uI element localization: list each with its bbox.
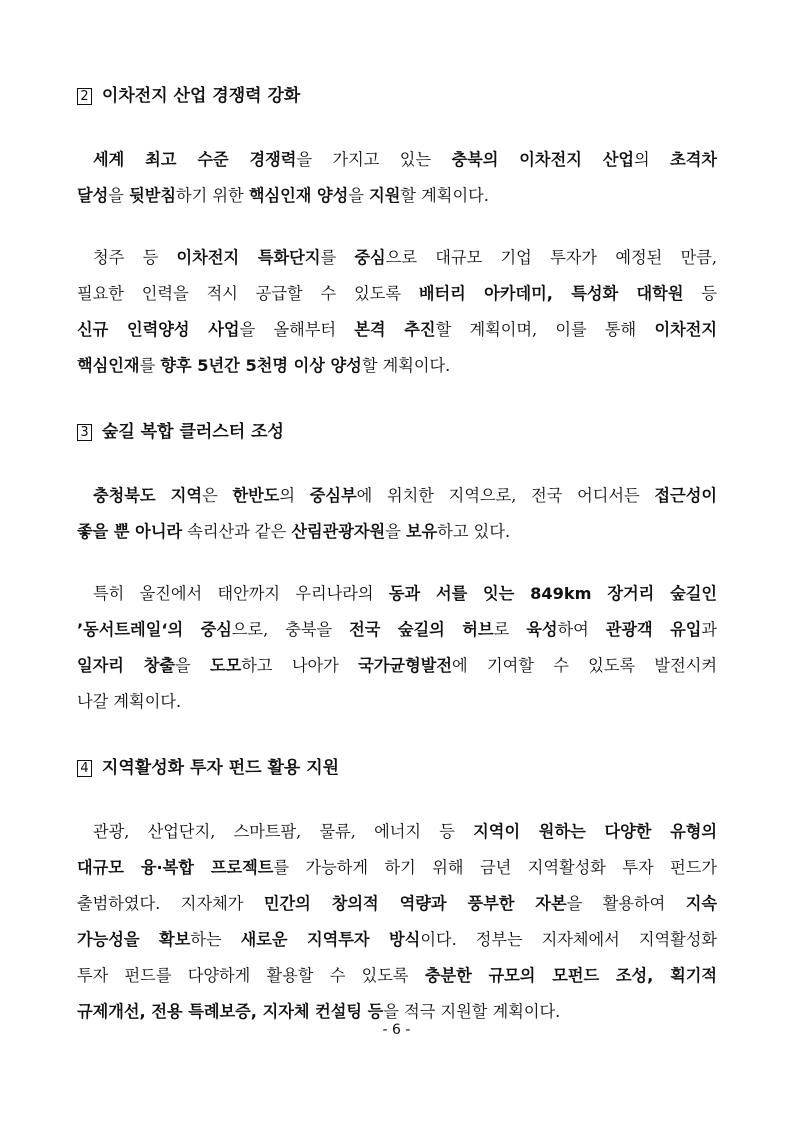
paragraph-line xyxy=(77,966,717,1002)
bold-text: 뒷받침 xyxy=(129,186,176,205)
section-number-box: 3 xyxy=(77,424,92,441)
paragraph-line xyxy=(77,284,717,320)
bold-text: 중심 xyxy=(354,248,386,267)
bold-text: 세계 최고 수준 경쟁력 xyxy=(93,150,297,169)
text: 등 xyxy=(683,284,717,303)
section-2-paragraph-1 xyxy=(77,150,717,222)
section-title: 지역활성화 투자 펀드 활용 지원 xyxy=(101,758,340,778)
text: 을 xyxy=(348,186,370,205)
text: 를 xyxy=(139,356,161,375)
text: 의 xyxy=(279,486,310,505)
text: 은 xyxy=(202,486,233,505)
paragraph-line xyxy=(77,858,717,894)
text: 을 적극 지원할 계획이다. xyxy=(383,1002,561,1021)
bold-text: 이차전지 xyxy=(654,320,717,339)
text: 할 계획이다. xyxy=(361,356,451,375)
section-3-paragraph-1 xyxy=(77,486,717,558)
bold-text: 관광객 유입 xyxy=(605,620,702,639)
paragraph-line xyxy=(77,584,717,620)
text: 하고 나아가 xyxy=(241,656,359,675)
bold-text: 핵심인재 xyxy=(77,356,140,375)
bold-text: 초격차 xyxy=(670,150,717,169)
bold-text: 향후 5년간 5천명 이상 양성 xyxy=(160,356,362,375)
bold-text: 충청북도 지역 xyxy=(93,486,203,505)
text: 하고 있다. xyxy=(437,522,511,541)
text: 의 xyxy=(634,150,671,169)
section-number-box: 4 xyxy=(77,760,92,777)
bold-text: 배터리 아카데미, 특성화 대학원 xyxy=(418,284,684,303)
paragraph-line xyxy=(77,186,717,222)
text: 하는 xyxy=(190,930,241,949)
paragraph-line xyxy=(77,522,717,558)
text: 나갈 계획이다. xyxy=(77,692,182,711)
section-4-paragraph-1 xyxy=(77,822,717,1038)
paragraph-line xyxy=(77,692,717,728)
paragraph-line xyxy=(77,248,717,284)
bold-text: 지속 xyxy=(685,894,717,913)
text: 하여 xyxy=(557,620,606,639)
bold-text: 접근성이 xyxy=(654,486,717,505)
bold-text: 지원 xyxy=(369,186,401,205)
text: 투자 펀드를 다양하게 활용할 수 있도록 xyxy=(77,966,425,985)
text: 으로, 충북을 xyxy=(231,620,350,639)
text: 를 xyxy=(320,248,355,267)
text: 으로 대규모 기업 투자가 예정된 만큼, xyxy=(385,248,717,267)
section-heading-3 xyxy=(77,422,284,442)
text: 을 xyxy=(108,186,130,205)
bold-text: 전국 숲길의 허브 xyxy=(349,620,494,639)
bold-text: 국가균형발전 xyxy=(358,656,452,675)
bold-text: 민간의 창의적 역량과 풍부한 자본 xyxy=(263,894,567,913)
paragraph-line xyxy=(77,356,717,392)
paragraph-line xyxy=(77,150,717,186)
text: 관광, 산업단지, 스마트팜, 물류, 에너지 등 xyxy=(93,822,474,841)
bold-text: ’동서트레일‘의 중심 xyxy=(77,620,232,639)
text: 을 올해부터 xyxy=(239,320,355,339)
text: 청주 등 xyxy=(93,248,177,267)
text: 이다. 정부는 지자체에서 지역활성화 xyxy=(420,930,718,949)
text: 을 활용하여 xyxy=(566,894,686,913)
bold-text: 달성 xyxy=(77,186,109,205)
bold-text: 육성 xyxy=(526,620,558,639)
text: 을 xyxy=(385,522,406,541)
section-2-paragraph-2 xyxy=(77,248,717,392)
bold-text: 새로운 지역투자 방식 xyxy=(240,930,421,949)
text: 할 계획이며, 이를 통해 xyxy=(435,320,655,339)
text: 하기 위한 xyxy=(176,186,249,205)
text: 에 기여할 수 있도록 발전시켜 xyxy=(451,656,717,675)
bold-text: 중심부 xyxy=(309,486,357,505)
section-3-paragraph-2 xyxy=(77,584,717,728)
bold-text: 충북의 이차전지 산업 xyxy=(451,150,635,169)
bold-text: 산림관광자원 xyxy=(291,522,386,541)
bold-text: 핵심인재 양성 xyxy=(248,186,349,205)
bold-text: 지역이 원하는 다양한 유형의 xyxy=(473,822,717,841)
text: 출범하였다. 지자체가 xyxy=(77,894,264,913)
text: 특히 울진에서 태안까지 우리나라의 xyxy=(93,584,389,603)
text: 를 가능하게 하기 위해 금년 지역활성화 투자 펀드가 xyxy=(273,858,717,877)
text: 에 위치한 지역으로, 전국 어디서든 xyxy=(356,486,655,505)
section-heading-2 xyxy=(77,86,300,106)
section-title: 이차전지 산업 경쟁력 강화 xyxy=(101,86,301,106)
paragraph-line xyxy=(77,822,717,858)
paragraph-line xyxy=(77,486,717,522)
text: 속리산과 같은 xyxy=(182,522,292,541)
section-heading-4 xyxy=(77,758,339,778)
bold-text: 좋을 뿐 아니라 xyxy=(77,522,183,541)
bold-text: 신규 인력양성 사업 xyxy=(77,320,240,339)
text: 을 xyxy=(175,656,210,675)
paragraph-line xyxy=(77,620,717,656)
bold-text: 동과 서를 잇는 849km 장거리 숲길인 xyxy=(388,584,717,603)
text: 할 계획이다. xyxy=(400,186,489,205)
bold-text: 본격 추진 xyxy=(354,320,436,339)
text: 로 xyxy=(493,620,527,639)
paragraph-line xyxy=(77,894,717,930)
bold-text: 도모 xyxy=(210,656,242,675)
bold-text: 충분한 규모의 모펀드 조성, 획기적 xyxy=(424,966,717,985)
section-number-box: 2 xyxy=(77,88,92,105)
section-title: 숲길 복합 클러스터 조성 xyxy=(101,422,284,442)
text: 필요한 인력을 적시 공급할 수 있도록 xyxy=(77,284,419,303)
bold-text: 일자리 창출 xyxy=(77,656,176,675)
paragraph-line xyxy=(77,320,717,356)
bold-text: 한반도 xyxy=(232,486,280,505)
paragraph-line xyxy=(77,930,717,966)
bold-text: 보유 xyxy=(405,522,438,541)
text: 을 가지고 있는 xyxy=(296,150,452,169)
bold-text: 가능성을 확보 xyxy=(77,930,191,949)
bold-text: 이차전지 특화단지 xyxy=(176,248,321,267)
paragraph-line xyxy=(77,656,717,692)
bold-text: 규제개선, 전용 특례보증, 지자체 컨설팅 등 xyxy=(77,1002,384,1021)
bold-text: 대규모 융·복합 프로젝트 xyxy=(77,858,274,877)
text: 과 xyxy=(701,620,718,639)
page-number: - 6 - xyxy=(382,1022,411,1038)
